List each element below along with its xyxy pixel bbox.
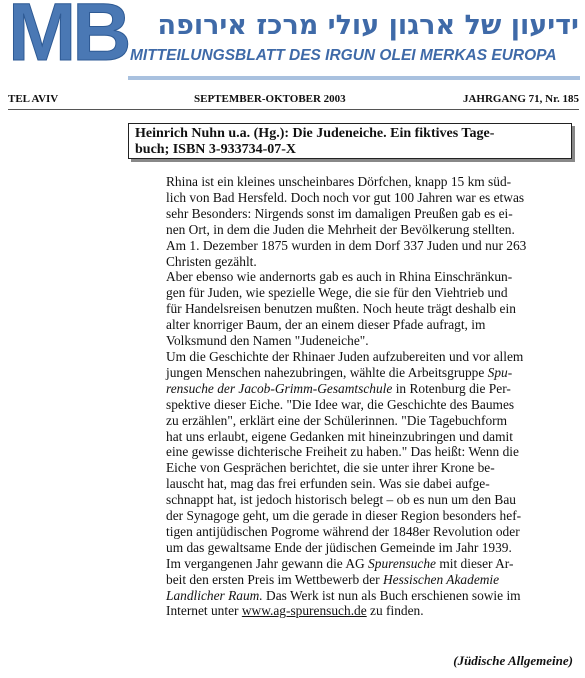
emphasis: Hessischen Akademie (382, 571, 500, 587)
text-line: sehr Besonders: Nirgends sonst im damaligen Preußen gab es ei- (166, 205, 513, 221)
text-line: um das gewaltsame Ende der jüdischen Gemeinde im Jahr 1939. (166, 539, 512, 555)
text-line (166, 381, 574, 397)
issue-info-bar (8, 93, 579, 107)
text-line: Um die Geschichte der Rhinaer Juden aufzubereiten und vor allem (166, 348, 524, 364)
text-fragment: zu finden. (366, 603, 424, 619)
text-line: nen Ort, in dem die Juden die Mehrheit der Bevölkerung stellten. (166, 221, 515, 237)
hebrew-title: ידיעון של ארגון עולי מרכז אירופה (157, 10, 579, 41)
issue-date: SEPTEMBER-OKTOBER 2003 (194, 93, 346, 105)
publication-subtitle: MITTEILUNGSBLATT DES IRGUN OLEI MERKAS EUROPA (130, 47, 557, 64)
text-line: Aber ebenso wie andernorts gab es auch in Rhina Einschränkun- (166, 269, 513, 285)
subtitle-rule (128, 76, 580, 80)
masthead (0, 0, 585, 82)
text-line: der Synagoge geht, um die gerade in dieser Region besonders hef- (166, 508, 522, 524)
logo-letters: MB (8, 0, 128, 78)
emphasis: Spu- (487, 364, 513, 380)
text-line (166, 572, 574, 588)
text-line: gen für Juden, wie spezielle Wege, die sie für den Viehtrieb und (166, 285, 508, 301)
info-rule (8, 109, 579, 110)
issue-place: TEL AVIV (8, 93, 59, 105)
text-line (166, 556, 574, 572)
emphasis: Landlicher Raum. (166, 587, 263, 603)
text-line: zu erzählen", erklärt eine der Schülerinnen. "Die Tagebuchform (166, 412, 508, 428)
paragraph-4 (166, 556, 574, 620)
text-line: für Handelsreisen benutzen mußten. Noch heute trägt deshalb ein (166, 301, 516, 317)
text-line: hat uns erlaubt, eigene Gedanken mit hineinzubringen und damit (166, 428, 513, 444)
paragraph-2 (166, 269, 574, 349)
website-link[interactable]: www.ag-spurensuch.de (241, 603, 367, 619)
mb-logo (8, 0, 128, 78)
text-fragment: Internet unter (166, 603, 242, 619)
text-line: Volksmund den Namen "Judeneiche". (166, 333, 369, 349)
article-body (166, 174, 574, 619)
text-line (166, 603, 574, 619)
text-line: lich von Bad Hersfeld. Doch noch vor gut 100 Jahren war es etwas (166, 189, 525, 205)
text-line: schnappt hat, ist jedoch historisch belegt – ob es nun um den Bau (166, 492, 516, 508)
article-source: (Jüdische Allgemeine) (453, 653, 573, 668)
text-fragment: jungen Menschen nahezubringen, wählte die Arbeitsgruppe (166, 364, 488, 380)
text-line (166, 365, 574, 381)
emphasis: rensuche der Jacob-Grimm-Gesamtschule (166, 380, 393, 396)
text-line: tigen antijüdischen Pogrome während der 1848er Revolution oder (166, 523, 520, 539)
text-line: alter knorriger Baum, der an einem dieser Pfade aufragt, im (166, 317, 486, 333)
emphasis: Spurensuche (368, 555, 436, 571)
text-fragment: in Rotenburg die Per- (392, 380, 511, 396)
text-line: Eiche von Gesprächen berichtet, die sie unter ihrer Krone be- (166, 460, 495, 476)
text-fragment: Im vergangenen Jahr gewann die AG (166, 555, 369, 571)
paragraph-3 (166, 349, 574, 556)
text-fragment: Das Werk ist nun als Buch erschienen sowie im (262, 587, 521, 603)
paragraph-1 (166, 174, 574, 269)
text-fragment: beit den ersten Preis im Wettbewerb der (166, 571, 383, 587)
text-line: Am 1. Dezember 1875 wurden in dem Dorf 337 Juden und nur 263 (166, 237, 527, 253)
text-line: spektive dieser Eiche. "Die Idee war, die Geschichte des Baumes (166, 396, 515, 412)
text-line: eine gewisse dichterische Freiheit zu haben." Das heißt: Wenn die (166, 444, 519, 460)
article-title-line-2: buch; ISBN 3-933734-07-X (135, 142, 297, 157)
text-line: Christen gezählt. (166, 253, 257, 269)
article-title-line-1: Heinrich Nuhn u.a. (Hg.): Die Judeneiche. Ein fiktives Tage- (135, 126, 495, 141)
text-fragment: mit dieser Ar- (435, 555, 514, 571)
issue-volume: JAHRGANG 71, Nr. 185 (462, 93, 579, 105)
text-line: lauscht hat, mag das frei erfunden sein. Was sie dabei aufge- (166, 476, 490, 492)
text-line: Rhina ist ein kleines unscheinbares Dörfchen, knapp 15 km süd- (166, 174, 512, 189)
article-title-box (128, 123, 572, 159)
text-line (166, 588, 574, 604)
